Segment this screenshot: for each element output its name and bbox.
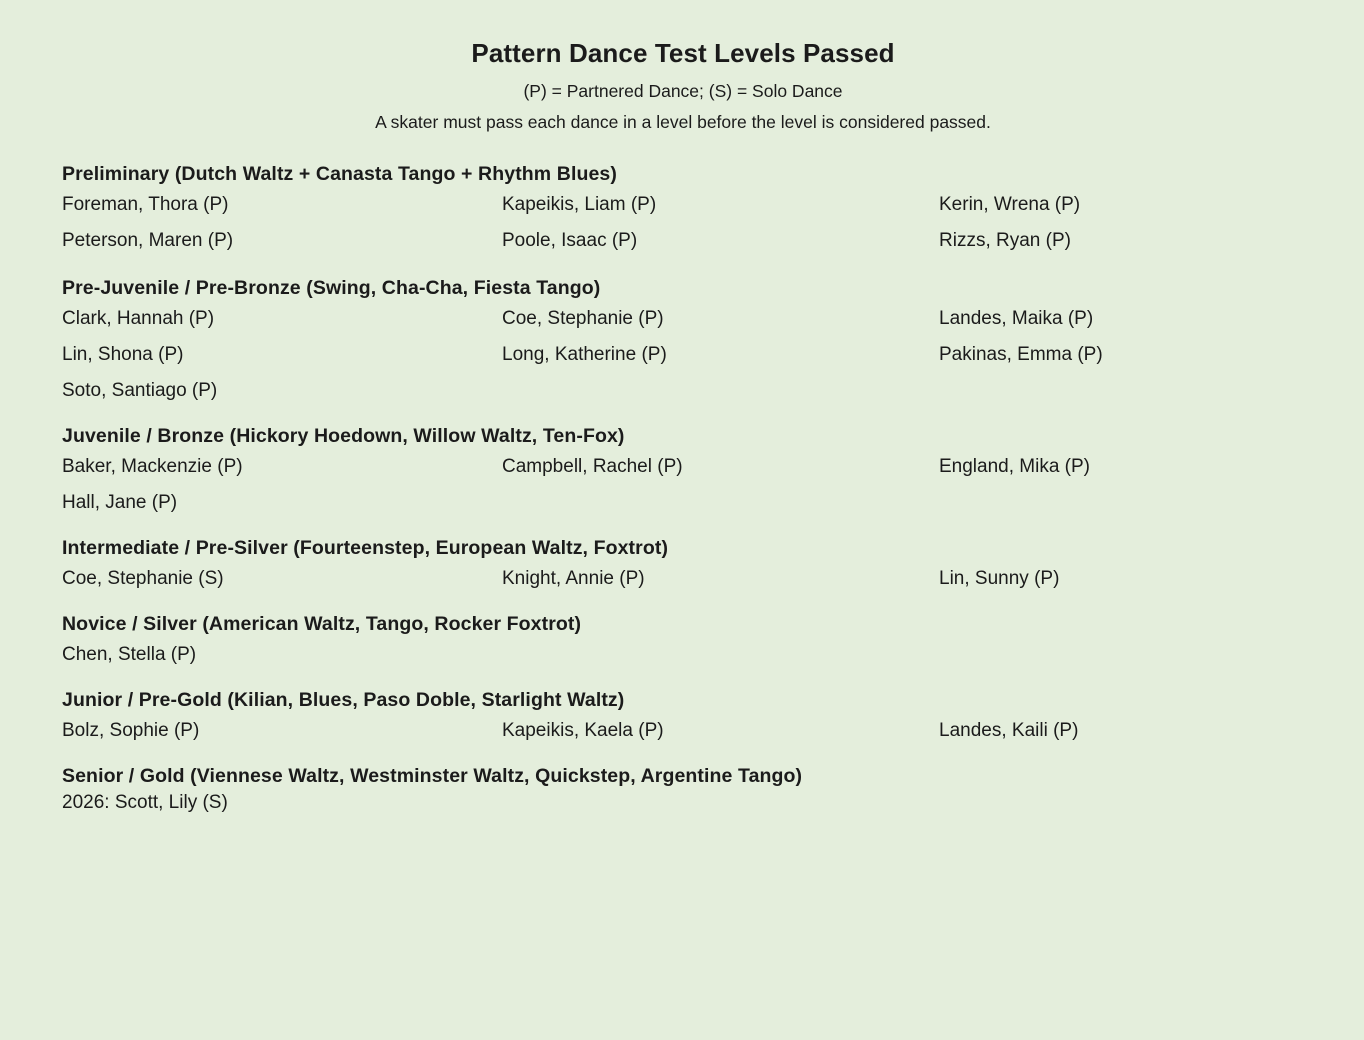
section-heading: Pre-Juvenile / Pre-Bronze (Swing, Cha-Cha, Fiesta Tango) xyxy=(62,276,601,299)
list-item: Soto, Santiago (P) xyxy=(62,379,218,401)
names-grid xyxy=(60,192,1306,255)
names-grid xyxy=(60,306,1306,405)
list-item: Lin, Sunny (P) xyxy=(939,567,1060,589)
list-item: 2026: Scott, Lily (S) xyxy=(62,791,228,813)
names-grid xyxy=(60,566,1306,593)
section-heading: Preliminary (Dutch Waltz + Canasta Tango + Rhythm Blues) xyxy=(62,163,617,185)
section-heading: Novice / Silver (American Waltz, Tango, Rocker Foxtrot) xyxy=(62,612,582,635)
list-item: Rizzs, Ryan (P) xyxy=(939,229,1071,251)
section-novice xyxy=(60,613,1306,669)
page-title: Pattern Dance Test Levels Passed xyxy=(471,38,895,68)
levels-list xyxy=(60,163,1306,817)
list-item: Chen, Stella (P) xyxy=(62,643,197,665)
list-item: Kerin, Wrena (P) xyxy=(939,194,1081,215)
section-juvenile xyxy=(60,425,1306,517)
section-junior xyxy=(60,689,1306,745)
names-grid xyxy=(60,642,1306,669)
section-senior xyxy=(60,765,1306,817)
rule-note-text: A skater must pass each dance in a level before the level is considered passed. xyxy=(375,112,991,132)
list-item: Kapeikis, Kaela (P) xyxy=(502,719,664,741)
names-grid xyxy=(60,454,1306,517)
section-preliminary xyxy=(60,163,1306,255)
list-item: Knight, Annie (P) xyxy=(502,567,645,589)
list-item: Peterson, Maren (P) xyxy=(62,229,234,251)
list-item: Coe, Stephanie (P) xyxy=(502,307,664,329)
list-item: Long, Katherine (P) xyxy=(502,343,667,365)
section-heading: Junior / Pre-Gold (Kilian, Blues, Paso Doble, Starlight Waltz) xyxy=(62,688,625,711)
list-item: Bolz, Sophie (P) xyxy=(62,719,200,741)
list-item: Hall, Jane (P) xyxy=(62,491,178,513)
section-heading: Juvenile / Bronze (Hickory Hoedown, Willow Waltz, Ten-Fox) xyxy=(62,424,625,447)
list-item: Kapeikis, Liam (P) xyxy=(502,194,657,215)
list-item: Foreman, Thora (P) xyxy=(62,194,229,215)
list-item: Landes, Maika (P) xyxy=(939,307,1094,329)
list-item: Baker, Mackenzie (P) xyxy=(62,455,243,477)
list-item: Poole, Isaac (P) xyxy=(502,229,638,251)
list-item: Clark, Hannah (P) xyxy=(62,307,215,329)
section-heading: Intermediate / Pre-Silver (Fourteenstep, European Waltz, Foxtrot) xyxy=(62,536,669,559)
legend-text: (P) = Partnered Dance; (S) = Solo Dance xyxy=(523,81,843,101)
list-item: Campbell, Rachel (P) xyxy=(502,455,683,477)
names-grid xyxy=(60,718,1306,745)
section-intermediate xyxy=(60,537,1306,593)
list-item: Landes, Kaili (P) xyxy=(939,719,1079,741)
list-item: Lin, Shona (P) xyxy=(62,343,184,365)
section-pre-juvenile xyxy=(60,277,1306,405)
list-item: Pakinas, Emma (P) xyxy=(939,343,1103,365)
section-heading: Senior / Gold (Viennese Waltz, Westminster Waltz, Quickstep, Argentine Tango) xyxy=(62,764,803,787)
list-item: Coe, Stephanie (S) xyxy=(62,567,224,589)
list-item: England, Mika (P) xyxy=(939,455,1091,477)
